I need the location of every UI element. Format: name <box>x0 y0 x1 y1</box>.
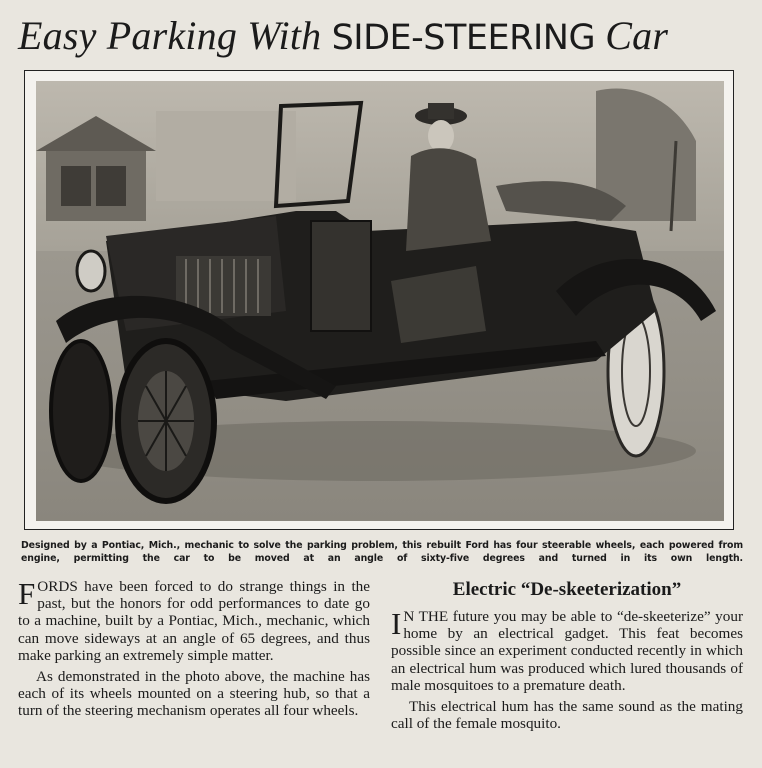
car-photo <box>36 81 724 521</box>
left-paragraph-1 <box>18 578 370 664</box>
right-paragraph-1 <box>391 608 743 694</box>
left-paragraph-2: As demonstrated in the photo above, the machine has each of its wheels mounted on a steering hub, so that a turn of the steering mechanism operates all four wheels. <box>18 668 370 720</box>
side-steering-car-illustration <box>36 81 724 521</box>
left-paragraph-1-text: have been forced to do strange things in the past, but the honors for odd performances to date go to a machine, built by a Pontiac, Mich., mechanic, which can move sideways at an angle of 65 degrees, and thus make parking an extremely simple matter. <box>18 578 370 664</box>
article-right <box>391 578 743 736</box>
headline-part-3: Car <box>595 13 669 58</box>
front-wheel <box>118 341 214 501</box>
right-lead-word: N THE <box>403 608 449 625</box>
photo-frame <box>24 70 734 530</box>
right-article-title: Electric “De-skeeterization” <box>452 579 682 600</box>
article-left <box>18 578 370 724</box>
right-paragraph-1-text: future you may be able to “de-skeeterize” your home by an electrical gadget. This feat becomes possible since an experiment conducted recently in which an electrical hum was produced which lured thousands of male mosquitoes to a premature death. <box>391 608 744 694</box>
photo-caption: Designed by a Pontiac, Mich., mechanic to solve the parking problem, this rebuilt Ford has four steerable wheels, each powered from engine, permitting the car to be moved at an angle of sixty-five degrees and turned in its own length. <box>21 540 743 564</box>
right-paragraph-2: This electrical hum has the same sound as the mating call of the female mosquito. <box>391 698 743 733</box>
left-lead-word: ORDS <box>37 578 78 595</box>
right-drop-cap: I <box>391 606 402 641</box>
headline <box>18 10 748 62</box>
headline-part-2: SIDE-STEERING <box>331 18 596 58</box>
headline-part-1: Easy Parking With <box>18 13 332 58</box>
left-drop-cap: F <box>18 576 36 611</box>
